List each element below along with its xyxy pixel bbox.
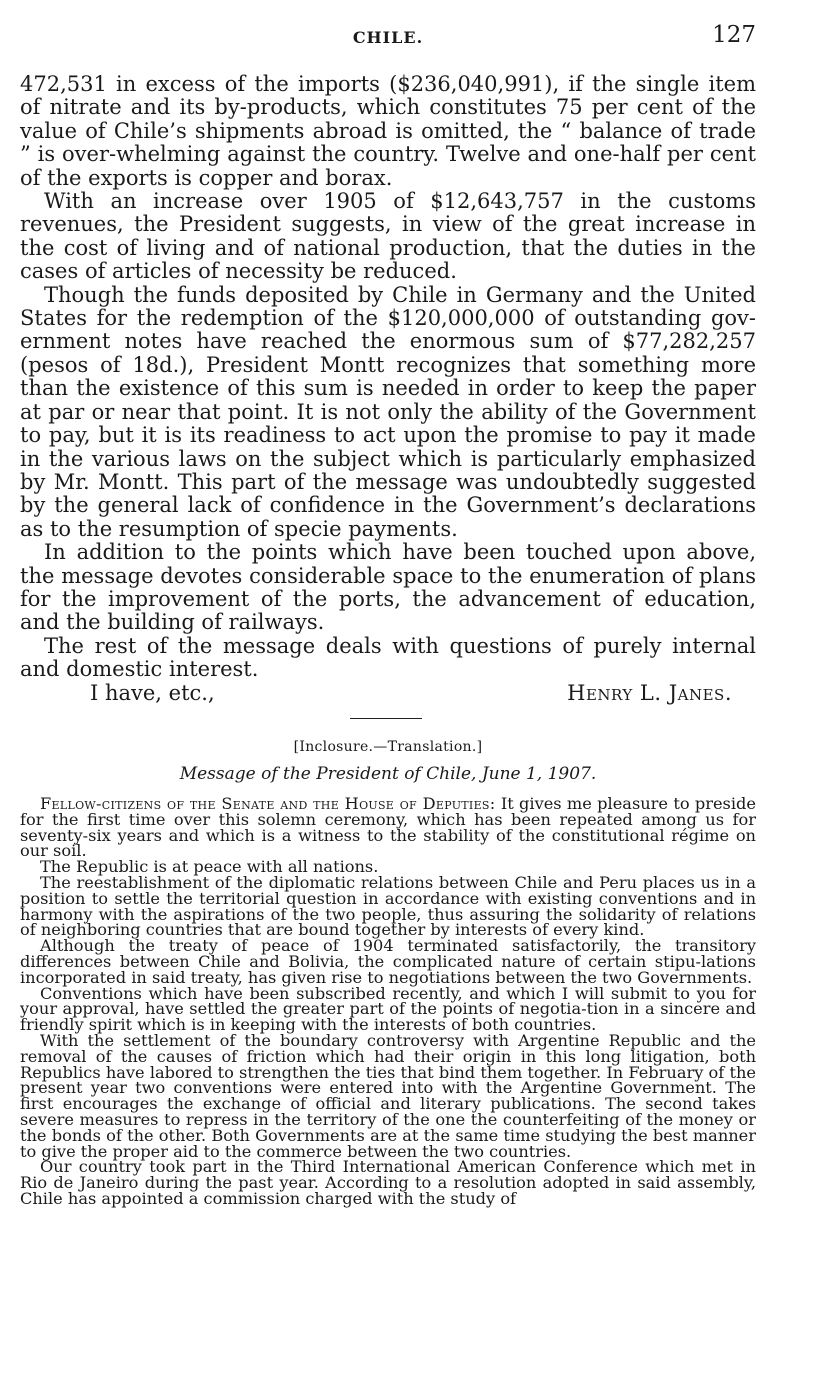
letter-paragraph: Though the funds deposited by Chile in Germany and the United States for the redemption of the $120,000,000 of outstanding gov-ernment notes have reached the enormous sum of $77,282,257 (pesos of 18d.), President Montt recognizes that something more than the existence of this sum is needed in order to keep the paper at par or near that point. It is not only the ability of the Government to pay, but it is its readiness to act upon the promise to pay it made in the various laws on the subject which is particularly emphasized by Mr. Montt. This part of the message was undoubtedly suggested by the general lack of confidence in the Government’s declarations as to the resumption of specie payments.	[20, 282, 756, 541]
message-paragraph: The Republic is at peace with all nations.	[40, 857, 379, 877]
page-number: 127	[712, 22, 756, 48]
letter-paragraph: In addition to the points which have been touched upon above, the message devotes considerable space to the enumeration of plans for the improvement of the ports, the advancement of education, and the building of railways.	[20, 540, 756, 635]
message-body	[20, 796, 756, 1207]
inclosure-label: [Inclosure.—Translation.]	[293, 739, 483, 755]
letter-body	[20, 73, 756, 682]
salutation: Fellow-citizens of the Senate and the House of Deputies:	[40, 794, 496, 813]
page-header	[20, 22, 756, 52]
letter-closing	[20, 681, 756, 707]
message-title: Message of the President of Chile, June 1, 1907.	[179, 764, 597, 784]
message-paragraph: Although the treaty of peace of 1904 terminated satisfactorily, the transitory differences between Chile and Bolivia, the complicated nature of certain stipu-lations incorporated in said treaty, has given rise to negotiations between the two Governments.	[20, 936, 756, 987]
section-divider	[350, 718, 422, 719]
message-opening: It gives me pleasure to preside for the first time over this solemn ceremony, which has been repeated among us for seventy-six years and which is a witness to the stability of the constitutional régime on our soil.	[20, 794, 756, 861]
message-paragraph: The reestablishment of the diplomatic relations between Chile and Peru places us in a position to settle the territorial question in accordance with existing conventions and in harmony with the aspirations of the two people, thus assuring the solidarity of relations of neighboring countries that are bound together by interests of every kind.	[20, 872, 756, 940]
letter-paragraph: 472,531 in excess of the imports ($236,040,991), if the single item of nitrate and its by-products, which constitutes 75 per cent of the value of Chile’s shipments abroad is omitted, the “ balance of trade ” is over-whelming against the country. Twelve and one-half per cent of the exports is copper and borax.	[20, 72, 756, 190]
letter-paragraph: The rest of the message deals with questions of purely internal and domestic interest.	[20, 633, 756, 682]
signature: Henry L. Janes.	[567, 681, 732, 705]
running-head: CHILE.	[352, 28, 424, 47]
letter-paragraph: With an increase over 1905 of $12,643,757 in the customs revenues, the President suggests, in view of the great increase in the cost of living and of national production, that the duties in the cases of articles of necessity be reduced.	[20, 189, 756, 284]
message-paragraph: Conventions which have been subscribed recently, and which I will submit to you for your approval, have settled the greater part of the points of negotia-tion in a sincere and friendly spirit which is in keeping with the interests of both countries.	[20, 983, 756, 1035]
message-paragraph: With the settlement of the boundary controversy with Argentine Republic and the removal of the causes of friction which had their origin in this long litigation, both Republics have labored to strengthen the ties that bind them together. In February of the present year two conventions were entered into with the Argentine Government. The first encourages the exchange of official and literary publications. The second takes severe measures to repress in the territory of the one the counterfeiting of the money or the bonds of the other. Both Governments are at the same time studying the best manner to give the proper aid to the commerce between the two countries.	[20, 1030, 756, 1161]
message-paragraph: Our country took part in the Third International American Conference which met in Rio de Janeiro during the past year. According to a resolution adopted in said assembly, Chile has appointed a commission charged with the study of	[20, 1157, 756, 1208]
message-paragraph	[20, 796, 756, 859]
closing-phrase: I have, etc.,	[90, 681, 215, 705]
